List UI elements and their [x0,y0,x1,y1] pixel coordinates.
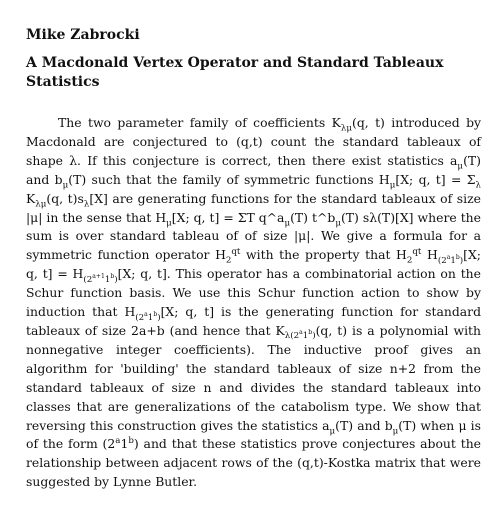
author-name: Mike Zabrocki [26,27,140,43]
abstract-text: The two parameter family of coefficients $K_{\lambda\mu}(q$, t) introduced by Macdonald are conjectured to (q,t) count the standard tableaux of shape λ. If this conjecture is correct, then there exist statistics $a_\mu(T)$ and $b_\mu(T)$ such that the family of symmetric functions $H_\mu[X$; q, $t] = \Sigma_\lambda$ $K_{\lambda\mu}(q$, $t)s_\lambda[X]$ are generating functions for the standard tableaux of size |μ| in the sense that $H_\mu[X$; q, t] = ΣT $q\^{}a_\mu(T)$ $t\^{}b_\mu(T)$ sλ(T)[X] where the sum is over standard tableau of of size |μ|. We give a formula for a symmetric function operator $H_2^{qt}$ with the property that $H_2^{qt}$ $H_{(2^a1^b)}[X$; q, $t] = H_{(2^{a+1}1^b)}[X$; q, t]. This operator has a combinatorial action on the Schur function basis. We use this Schur function action to show by induction that $H_{(2^a1^b)}[X$; q, t] is the generating function for standard tableaux of size 2a+b (and hence that $K_{\lambda(2^a1^b)}(q$, t) is a polynomial with nonnegative integer coefficients). The inductive proof gives an algorithm for 'building' the standard tableaux of size n+2 from the standard tableaux of size n and divides the standard tableaux into classes that are generalizations of the catabolism type. We show that reversing this construction gives the statistics $a_\mu(T)$ and $b_\mu(T)$ when μ is of the form (2$^a$1$^b$) and that these statistics prove conjectures about the relationship between adjacent rows of the (q,t)-Kostka matrix that were suggested by Lynne Butler. [26,115,482,490]
paper-title: A Macdonald Vertex Operator and Standard Tableaux Statistics [26,55,444,90]
